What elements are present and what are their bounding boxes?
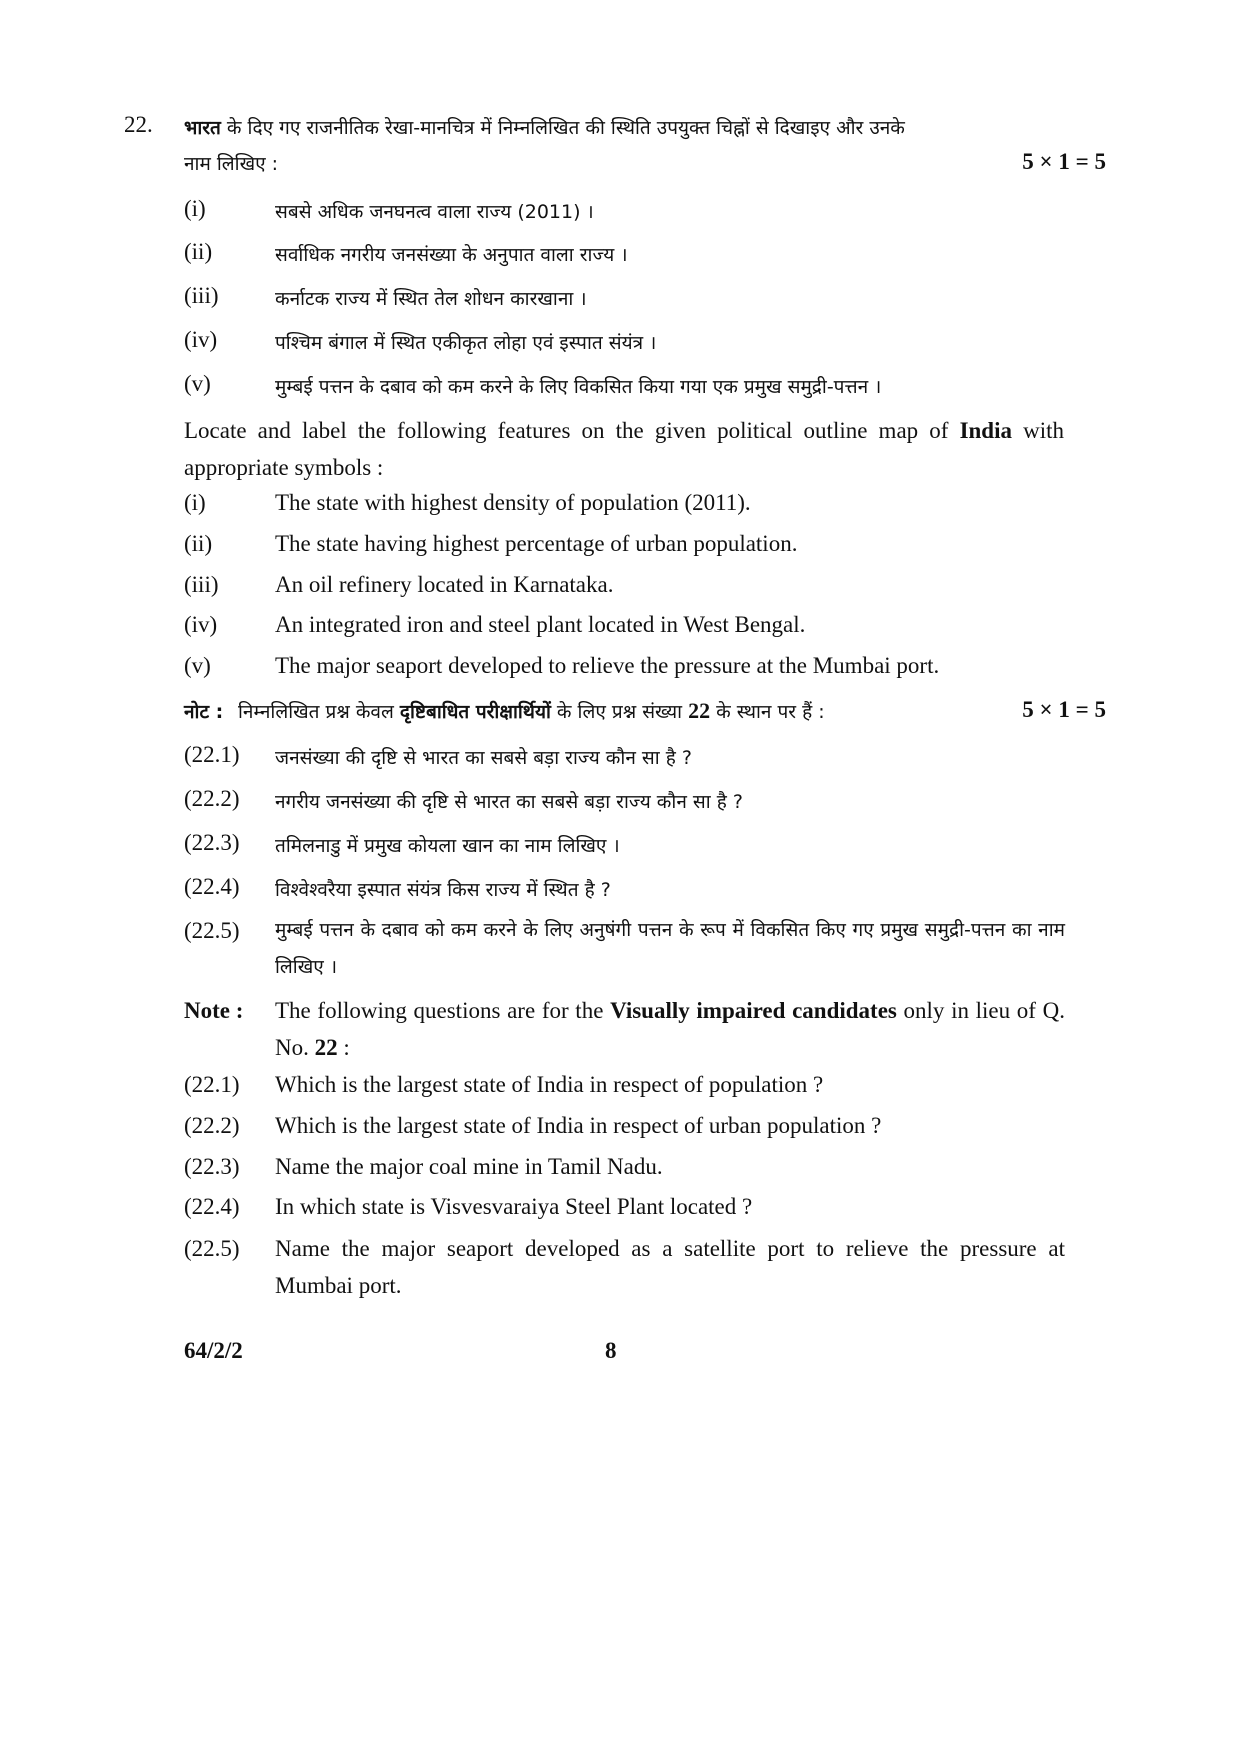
note-english-qno: 22 <box>314 1035 338 1060</box>
note-hindi-qno: 22 <box>688 698 711 723</box>
question-number: 22. <box>124 112 153 137</box>
note-english-text <box>275 992 1065 1066</box>
note-hindi-text <box>238 698 825 724</box>
english-item-text: The state with highest density of population (2011). <box>275 490 751 515</box>
note-hindi-item-num: (22.4) <box>184 874 240 899</box>
english-item-text: An oil refinery located in Karnataka. <box>275 572 614 597</box>
english-intro <box>184 412 1064 486</box>
note-hindi-item-text: मुम्बई पत्तन के दबाव को कम करने के लिए अनुषंगी पत्तन के रूप में विकसित किए गए प्रमुख समुद्री-पत्तन का नाम लिखिए । <box>275 919 1065 978</box>
hindi-item-text: कर्नाटक राज्य में स्थित तेल शोधन कारखाना । <box>275 288 587 310</box>
note-hindi-item-text: तमिलनाडु में प्रमुख कोयला खान का नाम लिखिए । <box>275 835 620 857</box>
note-hindi-item-num: (22.5) <box>184 918 240 943</box>
hindi-item-text: सर्वाधिक नगरीय जनसंख्या के अनुपात वाला राज्य । <box>275 244 628 266</box>
note-hindi-item-num: (22.1) <box>184 742 240 767</box>
note-hindi-label: नोट : <box>184 701 224 723</box>
question-hindi-intro <box>184 114 905 140</box>
english-intro-text: Locate and label the following features on the given political outline map of <box>184 418 960 443</box>
english-item-text: The state having highest percentage of urban population. <box>275 531 798 556</box>
note-english-text-a: The following questions are for the <box>275 998 611 1023</box>
english-item-num: (i) <box>184 490 206 515</box>
hindi-item-text: पश्चिम बंगाल में स्थित एकीकृत लोहा एवं इस्पात संयंत्र । <box>275 332 657 354</box>
note-english-item-num: (22.2) <box>184 1113 240 1138</box>
note-hindi-item-text: विश्वेश्वरैया इस्पात संयंत्र किस राज्य में स्थित है ? <box>275 879 611 901</box>
english-intro-text-end: with appropriate symbols : <box>184 418 1065 480</box>
note-english-item-text: In which state is Visvesvaraiya Steel Plant located ? <box>275 1194 753 1219</box>
note-english-item-text: Name the major seaport developed as a satellite port to relieve the pressure at Mumbai port. <box>275 1236 1065 1298</box>
hindi-item-num: (v) <box>184 371 211 396</box>
question-hindi-intro-line2: नाम लिखिए : <box>184 153 279 175</box>
english-item-text: An integrated iron and steel plant located in West Bengal. <box>275 612 806 637</box>
note-english-item-text: Which is the largest state of India in respect of population ? <box>275 1072 824 1097</box>
hindi-item-num: (iv) <box>184 327 218 352</box>
note-hindi-item-num: (22.3) <box>184 830 240 855</box>
english-item-num: (v) <box>184 653 211 678</box>
note-hindi-item-text: जनसंख्या की दृष्टि से भारत का सबसे बड़ा राज्य कौन सा है ? <box>275 747 692 769</box>
note-hindi-marks: 5 × 1 = 5 <box>1022 697 1106 722</box>
note-english-item-num: (22.3) <box>184 1154 240 1179</box>
hindi-item-num: (ii) <box>184 239 213 264</box>
english-item-num: (iv) <box>184 612 218 637</box>
note-english-bold: Visually impaired candidates <box>610 998 897 1023</box>
hindi-item-text: मुम्बई पत्तन के दबाव को कम करने के लिए विकसित किया गया एक प्रमुख समुद्री-पत्तन । <box>275 376 882 398</box>
note-hindi-text-b: के लिए प्रश्न संख्या <box>550 701 689 723</box>
marks-label: 5 × 1 = 5 <box>1022 149 1106 174</box>
india-bold: India <box>959 418 1012 443</box>
note-english-label: Note : <box>184 998 244 1023</box>
note-english-text-b: only in lieu of Q. No. <box>275 998 1065 1060</box>
note-hindi-item-num: (22.2) <box>184 786 240 811</box>
note-english-item-text: Name the major coal mine in Tamil Nadu. <box>275 1154 663 1179</box>
note-english-item-text: Which is the largest state of India in respect of urban population ? <box>275 1113 882 1138</box>
india-hindi-bold: भारत <box>184 117 221 139</box>
note-english-item-num: (22.4) <box>184 1194 240 1219</box>
hindi-item-num: (i) <box>184 196 206 221</box>
note-hindi-text-c: के स्थान पर हैं : <box>710 701 825 723</box>
note-hindi-text-a: निम्नलिखित प्रश्न केवल <box>238 701 400 723</box>
note-english-item-num: (22.5) <box>184 1236 240 1261</box>
english-item-text: The major seaport developed to relieve the pressure at the Mumbai port. <box>275 653 940 678</box>
paper-code: 64/2/2 <box>184 1338 243 1363</box>
note-english-text-c: : <box>337 1035 350 1060</box>
note-english-item-num: (22.1) <box>184 1072 240 1097</box>
note-hindi-item-text: नगरीय जनसंख्या की दृष्टि से भारत का सबसे बड़ा राज्य कौन सा है ? <box>275 791 743 813</box>
page-number: 8 <box>605 1338 617 1363</box>
hindi-item-num: (iii) <box>184 283 219 308</box>
hindi-item-text: सबसे अधिक जनघनत्व वाला राज्य (2011) । <box>275 201 594 223</box>
english-item-num: (ii) <box>184 531 213 556</box>
hindi-intro-text: के दिए गए राजनीतिक रेखा-मानचित्र में निम्नलिखित की स्थिति उपयुक्त चिह्नों से दिखाइए और उनके <box>220 117 905 139</box>
note-hindi-bold: दृष्टिबाधित परीक्षार्थियों <box>399 701 551 723</box>
english-item-num: (iii) <box>184 572 219 597</box>
